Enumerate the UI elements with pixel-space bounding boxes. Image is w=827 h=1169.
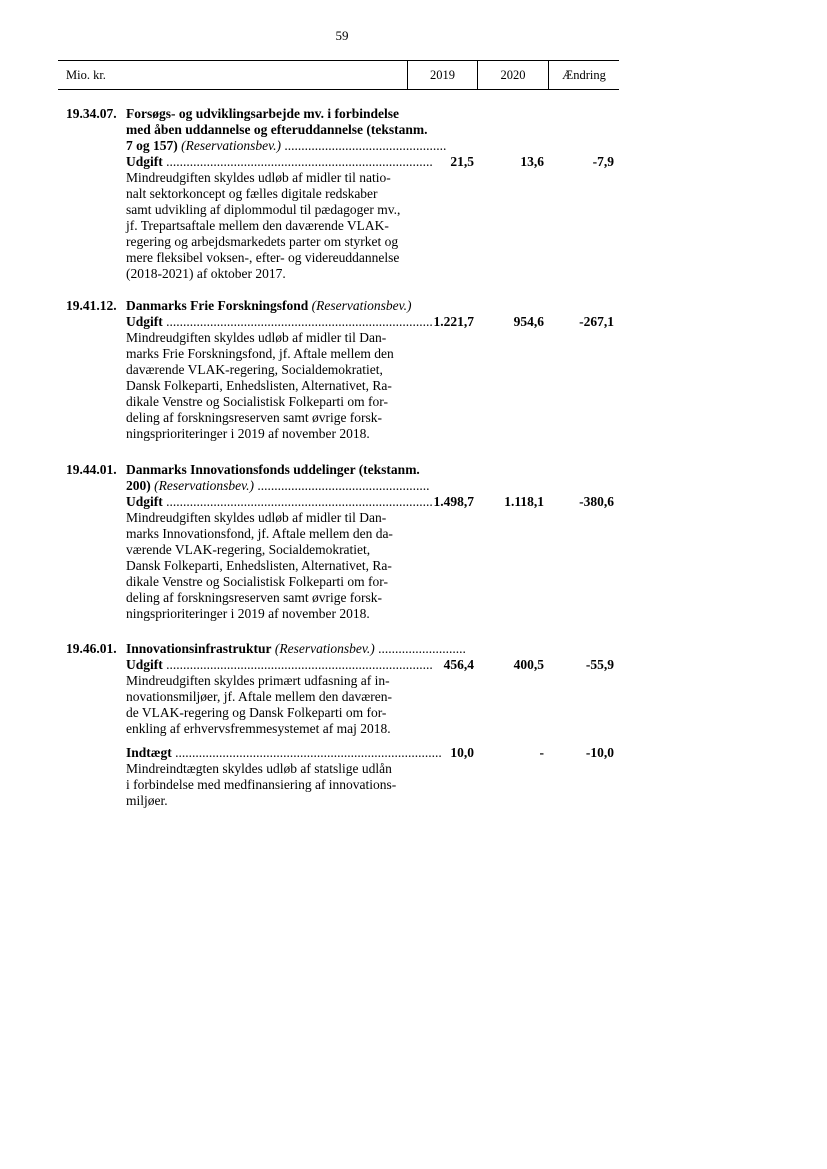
desc-line: dikale Venstre og Socialistisk Folkeparti om for- bbox=[126, 574, 388, 589]
page-number: 59 bbox=[335, 28, 349, 43]
value-2019: 456,4 bbox=[443, 657, 474, 672]
unit-label: Mio. kr. bbox=[66, 68, 106, 82]
entry-code: 19.44.01. bbox=[66, 462, 117, 477]
row-label-udgift: Udgift bbox=[126, 657, 163, 672]
entry-code: 19.46.01. bbox=[66, 641, 117, 656]
col-2020-header: 2020 bbox=[500, 68, 526, 82]
value-2020: 954,6 bbox=[513, 314, 544, 329]
col-2019-header: 2019 bbox=[430, 68, 455, 82]
desc-line: Mindreudgiften skyldes primært udfasning af in- bbox=[126, 673, 390, 688]
desc-line: i forbindelse med medfinansiering af innovations- bbox=[126, 777, 397, 792]
desc-line: novationsmiljøer, jf. Aftale mellem den daværen- bbox=[126, 689, 393, 704]
value-2020: 1.118,1 bbox=[504, 494, 544, 509]
entry-desc bbox=[126, 330, 426, 442]
desc-line: deling af forskningsreserven samt øvrige forsk- bbox=[126, 410, 383, 425]
desc-line: enkling af erhvervsfremmesystemet af maj 2018. bbox=[126, 721, 391, 736]
value-2019: 1.221,7 bbox=[433, 314, 474, 329]
desc-line: Mindreudgiften skyldes udløb af midler til Dan- bbox=[126, 510, 387, 525]
entry-title-line: Danmarks Innovationsfonds uddelinger (tekstanm. bbox=[126, 462, 420, 477]
reservation-label: (Reservationsbev.) bbox=[154, 478, 254, 493]
value-change: -267,1 bbox=[579, 314, 614, 329]
row-label-udgift: Udgift bbox=[126, 494, 163, 509]
entry-title-line: Danmarks Frie Forskningsfond bbox=[126, 298, 309, 313]
desc-line: miljøer. bbox=[126, 793, 168, 808]
entry-title-line: 7 og 157) bbox=[126, 138, 178, 153]
entry-title-line: Forsøgs- og udviklingsarbejde mv. i forbindelse bbox=[126, 106, 400, 121]
row-label-udgift: Udgift bbox=[126, 154, 163, 169]
desc-line: daværende VLAK-regering, Socialdemokratiet, bbox=[126, 362, 383, 377]
desc-line: Dansk Folkeparti, Enhedslisten, Alternativet, Ra- bbox=[126, 378, 392, 393]
desc-line: deling af forskningsreserven samt øvrige forsk- bbox=[126, 590, 383, 605]
value-change: -380,6 bbox=[579, 494, 614, 509]
entry-title-line: Innovationsinfrastruktur bbox=[126, 641, 272, 656]
row-label-udgift: Udgift bbox=[126, 314, 163, 329]
desc-line: Mindreudgiften skyldes udløb af midler til natio- bbox=[126, 170, 391, 185]
desc-line: Mindreudgiften skyldes udløb af midler til Dan- bbox=[126, 330, 387, 345]
value-change: -55,9 bbox=[585, 657, 614, 672]
desc-line: ningsprioriteringer i 2019 af november 2018. bbox=[126, 426, 370, 441]
desc-line: de VLAK-regering og Dansk Folkeparti om for- bbox=[126, 705, 387, 720]
entry-block: Innovationsinfrastruktur (Reservationsbev.) .......................... Udgift ............................................................................... Mindreudgiften skyldes primært udfasning af in- novationsmiljøer, jf. Aftale mellem den daværen- de VLAK-regering og Dansk Folkeparti om for- enkling af erhvervsfremmesystemet af maj 2018. bbox=[126, 641, 466, 736]
desc-line: Dansk Folkeparti, Enhedslisten, Alternativet, Ra- bbox=[126, 558, 392, 573]
desc-line: nalt sektorkoncept og fælles digitale redskaber bbox=[126, 186, 378, 201]
row-label-indtaegt: Indtægt bbox=[126, 745, 172, 760]
entry-desc bbox=[126, 510, 408, 622]
desc-line: Mindreindtægten skyldes udløb af statslige udlån bbox=[126, 761, 392, 776]
income-block: Indtægt ............................................................................... Mindreindtægten skyldes udløb af statslige udlån i forbindelse med medfinansiering af innovations- miljøer. bbox=[126, 745, 442, 808]
desc-line: (2018-2021) af oktober 2017. bbox=[126, 266, 286, 281]
value-2020: 400,5 bbox=[513, 657, 544, 672]
desc-line: værende VLAK-regering, Socialdemokratiet, bbox=[126, 542, 371, 557]
value-2019: 1.498,7 bbox=[433, 494, 474, 509]
value-2019: 21,5 bbox=[450, 154, 474, 169]
value-change: -10,0 bbox=[585, 745, 614, 760]
col-change-header: Ændring bbox=[562, 68, 606, 82]
entry-block: Danmarks Innovationsfonds uddelinger (tekstanm. 200) (Reservationsbev.) ................................................... Udgift ............................................................................... Mindreudgiften skyldes udløb af midler til Dan- marks Innovationsfond, jf. Aftale mellem den da- værende VLAK-regering, Socialdemokratiet, Dansk Folkeparti, Enhedslisten, Alternativet, Ra- dikale Venstre og Socialistisk Folkeparti om for- deling af forskningsreserven samt øvrige forsk- ningsprioriteringer i 2019 af november 2018. bbox=[126, 462, 433, 621]
value-2020: 13,6 bbox=[520, 154, 544, 169]
value-change: -7,9 bbox=[592, 154, 614, 169]
desc-line: jf. Trepartsaftale mellem den daværende VLAK- bbox=[126, 218, 389, 233]
entry-title-line: med åben uddannelse og efteruddannelse (tekstanm. bbox=[126, 122, 428, 137]
reservation-label: (Reservationsbev.) bbox=[181, 138, 281, 153]
desc-line: samt udvikling af diplommodul til pædagoger mv., bbox=[126, 202, 401, 217]
entry-block: Forsøgs- og udviklingsarbejde mv. i forbindelse med åben uddannelse og efteruddannelse (tekstanm. 7 og 157) (Reservationsbev.) ................................................ Udgift ............................................................................... Mindreudgiften skyldes udløb af midler til natio- nalt sektorkoncept og fælles digitale redskaber samt udvikling af diplommodul til pædagoger mv., jf. Trepartsaftale mellem den daværende VLAK- regering og arbejdsmarkedets parter om styrket og mere fleksibel voksen-, efter- og videreuddannelse (2018-2021) af oktober 2017. bbox=[126, 106, 447, 281]
table-header bbox=[58, 60, 619, 90]
entry-desc bbox=[126, 673, 408, 737]
entry-code: 19.34.07. bbox=[66, 106, 117, 121]
entry-code: 19.41.12. bbox=[66, 298, 117, 313]
desc-line: marks Innovationsfond, jf. Aftale mellem den da- bbox=[126, 526, 393, 541]
desc-line: mere fleksibel voksen-, efter- og videreuddannelse bbox=[126, 250, 400, 265]
desc-line: regering og arbejdsmarkedets parter om styrket og bbox=[126, 234, 399, 249]
value-2019: 10,0 bbox=[450, 745, 474, 760]
entry-block: Danmarks Frie Forskningsfond (Reservationsbev.) Udgift ............................................................................... Mindreudgiften skyldes udløb af midler til Dan- marks Frie Forskningsfond, jf. Aftale mellem den daværende VLAK-regering, Socialdemokratiet, Dansk Folkeparti, Enhedslisten, Alternativet, Ra- dikale Venstre og Socialistisk Folkeparti om for- deling af forskningsreserven samt øvrige forsk- ningsprioriteringer i 2019 af november 2018. bbox=[126, 298, 433, 441]
value-2020: - bbox=[539, 745, 544, 760]
reservation-label: (Reservationsbev.) bbox=[311, 298, 412, 313]
income-desc bbox=[126, 761, 408, 809]
desc-line: marks Frie Forskningsfond, jf. Aftale mellem den bbox=[126, 346, 394, 361]
entry-desc bbox=[126, 170, 408, 282]
desc-line: dikale Venstre og Socialistisk Folkeparti om for- bbox=[126, 394, 388, 409]
desc-line: ningsprioriteringer i 2019 af november 2018. bbox=[126, 606, 370, 621]
reservation-label: (Reservationsbev.) bbox=[274, 641, 375, 656]
entry-title-line: 200) bbox=[126, 478, 151, 493]
